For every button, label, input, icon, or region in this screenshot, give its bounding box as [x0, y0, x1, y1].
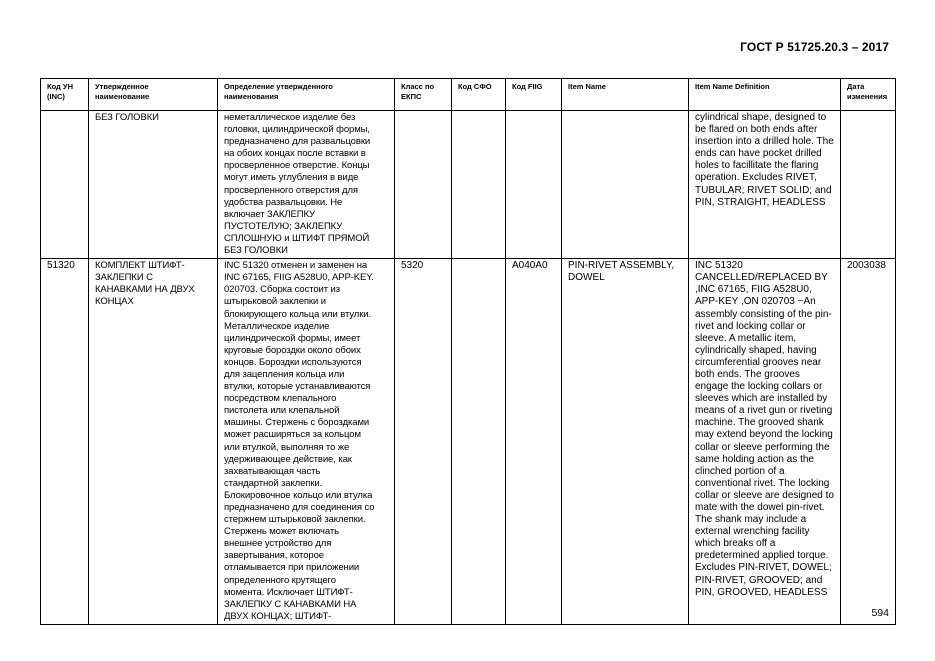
cell-inc: 51320 — [41, 259, 89, 625]
cell-definition-en: cylindrical shape, designed to be flared on both ends after insertion into a drilled hole. The ends can have pocket drilled holes to facillitate the flaring operation. Excludes RIVET, TUBULAR; RIVET SOLID; and PIN, STRAIGHT, HEADLESS — [689, 111, 841, 259]
col-header-approved-name: Утвержденное наименование — [89, 79, 218, 111]
col-header-definition-ru: Определение утвержденного наименования — [218, 79, 395, 111]
col-header-date: Дата изменения — [841, 79, 896, 111]
page-number: 594 — [871, 607, 889, 619]
col-header-item-name-definition: Item Name Definition — [689, 79, 841, 111]
cell-definition-ru: неметаллическое изделие без головки, цилиндрической формы, предназначено для развальцовки на обоих концах после вставки в просверленное отверстие. Концы могут иметь углубления в виде просверленного отверстия для удобства развальцовки. Не включает ЗАКЛЕПКУ ПУСТОТЕЛУЮ; ЗАКЛЕПКУ СПЛОШНУЮ и ШТИФТ ПРЯМОЙ БЕЗ ГОЛОВКИ — [218, 111, 395, 259]
cell-date — [841, 111, 896, 259]
cell-definition-ru: INC 51320 отменен и заменен на INC 67165, FIIG A528U0, APP-KEY. 020703. Сборка состоит из штырьковой заклепки и блокирующего кольца или втулки. Металлическое изделие цилиндрической формы, имеет круговые бороздки около обоих концов. Бороздки используются для зацепления кольца или втулки, которые устанавливаются посредством клепального пистолета или клепальной машины. Стержень с бороздками может расширяться за кольцом или втулкой, выполняя то же удерживающее действие, как захватывающая часть стандартной заклепки. Блокировочное кольцо или втулка предназначено для соединения со стержнем штырьковой заклепки. Стержень может включать внешнее устройство для завертывания, которое отламывается при приложении определенного крутящего момента. Исключает ШТИФТ- ЗАКЛЕПКУ С КАНАВКАМИ НА ДВУХ КОНЦАХ; ШТИФТ- — [218, 259, 395, 625]
table-header-row — [41, 79, 896, 111]
cell-class: 5320 — [395, 259, 452, 625]
table-row — [41, 259, 896, 625]
table-row — [41, 111, 896, 259]
cell-fiig — [506, 111, 562, 259]
cell-date: 2003038 — [841, 259, 896, 625]
col-header-item-name: Item Name — [562, 79, 689, 111]
col-header-class: Класс по ЕКПС — [395, 79, 452, 111]
cell-item-name — [562, 111, 689, 259]
col-header-sfo: Код СФО — [452, 79, 506, 111]
cell-fiig: A040A0 — [506, 259, 562, 625]
cell-sfo — [452, 259, 506, 625]
cell-approved-name: БЕЗ ГОЛОВКИ — [89, 111, 218, 259]
cell-definition-en: INC 51320 CANCELLED/REPLACED BY ,INC 67165, FIIG A528U0, APP-KEY ,ON 020703 ~An assembly consisting of the pin- rivet and locking collar or sleeve. A metallic item, cylindrically shaped, having circumferential grooves near both ends. The grooves engage the locking collars or sleeves which are installed by means of a rivet gun or riveting machine. The grooved shank may extend beyond the locking collar or sleeve performing the same holding action as the clinched portion of a conventional rivet. The locking collar or sleeve are designed to mate with the dowel pin-rivet. The shank may include a external wrenching facility which breaks off a predetermined applied torque. Excludes PIN-RIVET, DOWEL; PIN-RIVET, GROOVED; and PIN, GROOVED, HEADLESS — [689, 259, 841, 625]
catalog-table — [40, 78, 896, 625]
cell-inc — [41, 111, 89, 259]
cell-class — [395, 111, 452, 259]
cell-item-name: PIN-RIVET ASSEMBLY, DOWEL — [562, 259, 689, 625]
col-header-inc: Код УН (INC) — [41, 79, 89, 111]
document-standard-title: ГОСТ Р 51725.20.3 – 2017 — [740, 40, 889, 54]
col-header-fiig: Код FIIG — [506, 79, 562, 111]
cell-approved-name: КОМПЛЕКТ ШТИФТ- ЗАКЛЕПКИ С КАНАВКАМИ НА ДВУХ КОНЦАХ — [89, 259, 218, 625]
cell-sfo — [452, 111, 506, 259]
